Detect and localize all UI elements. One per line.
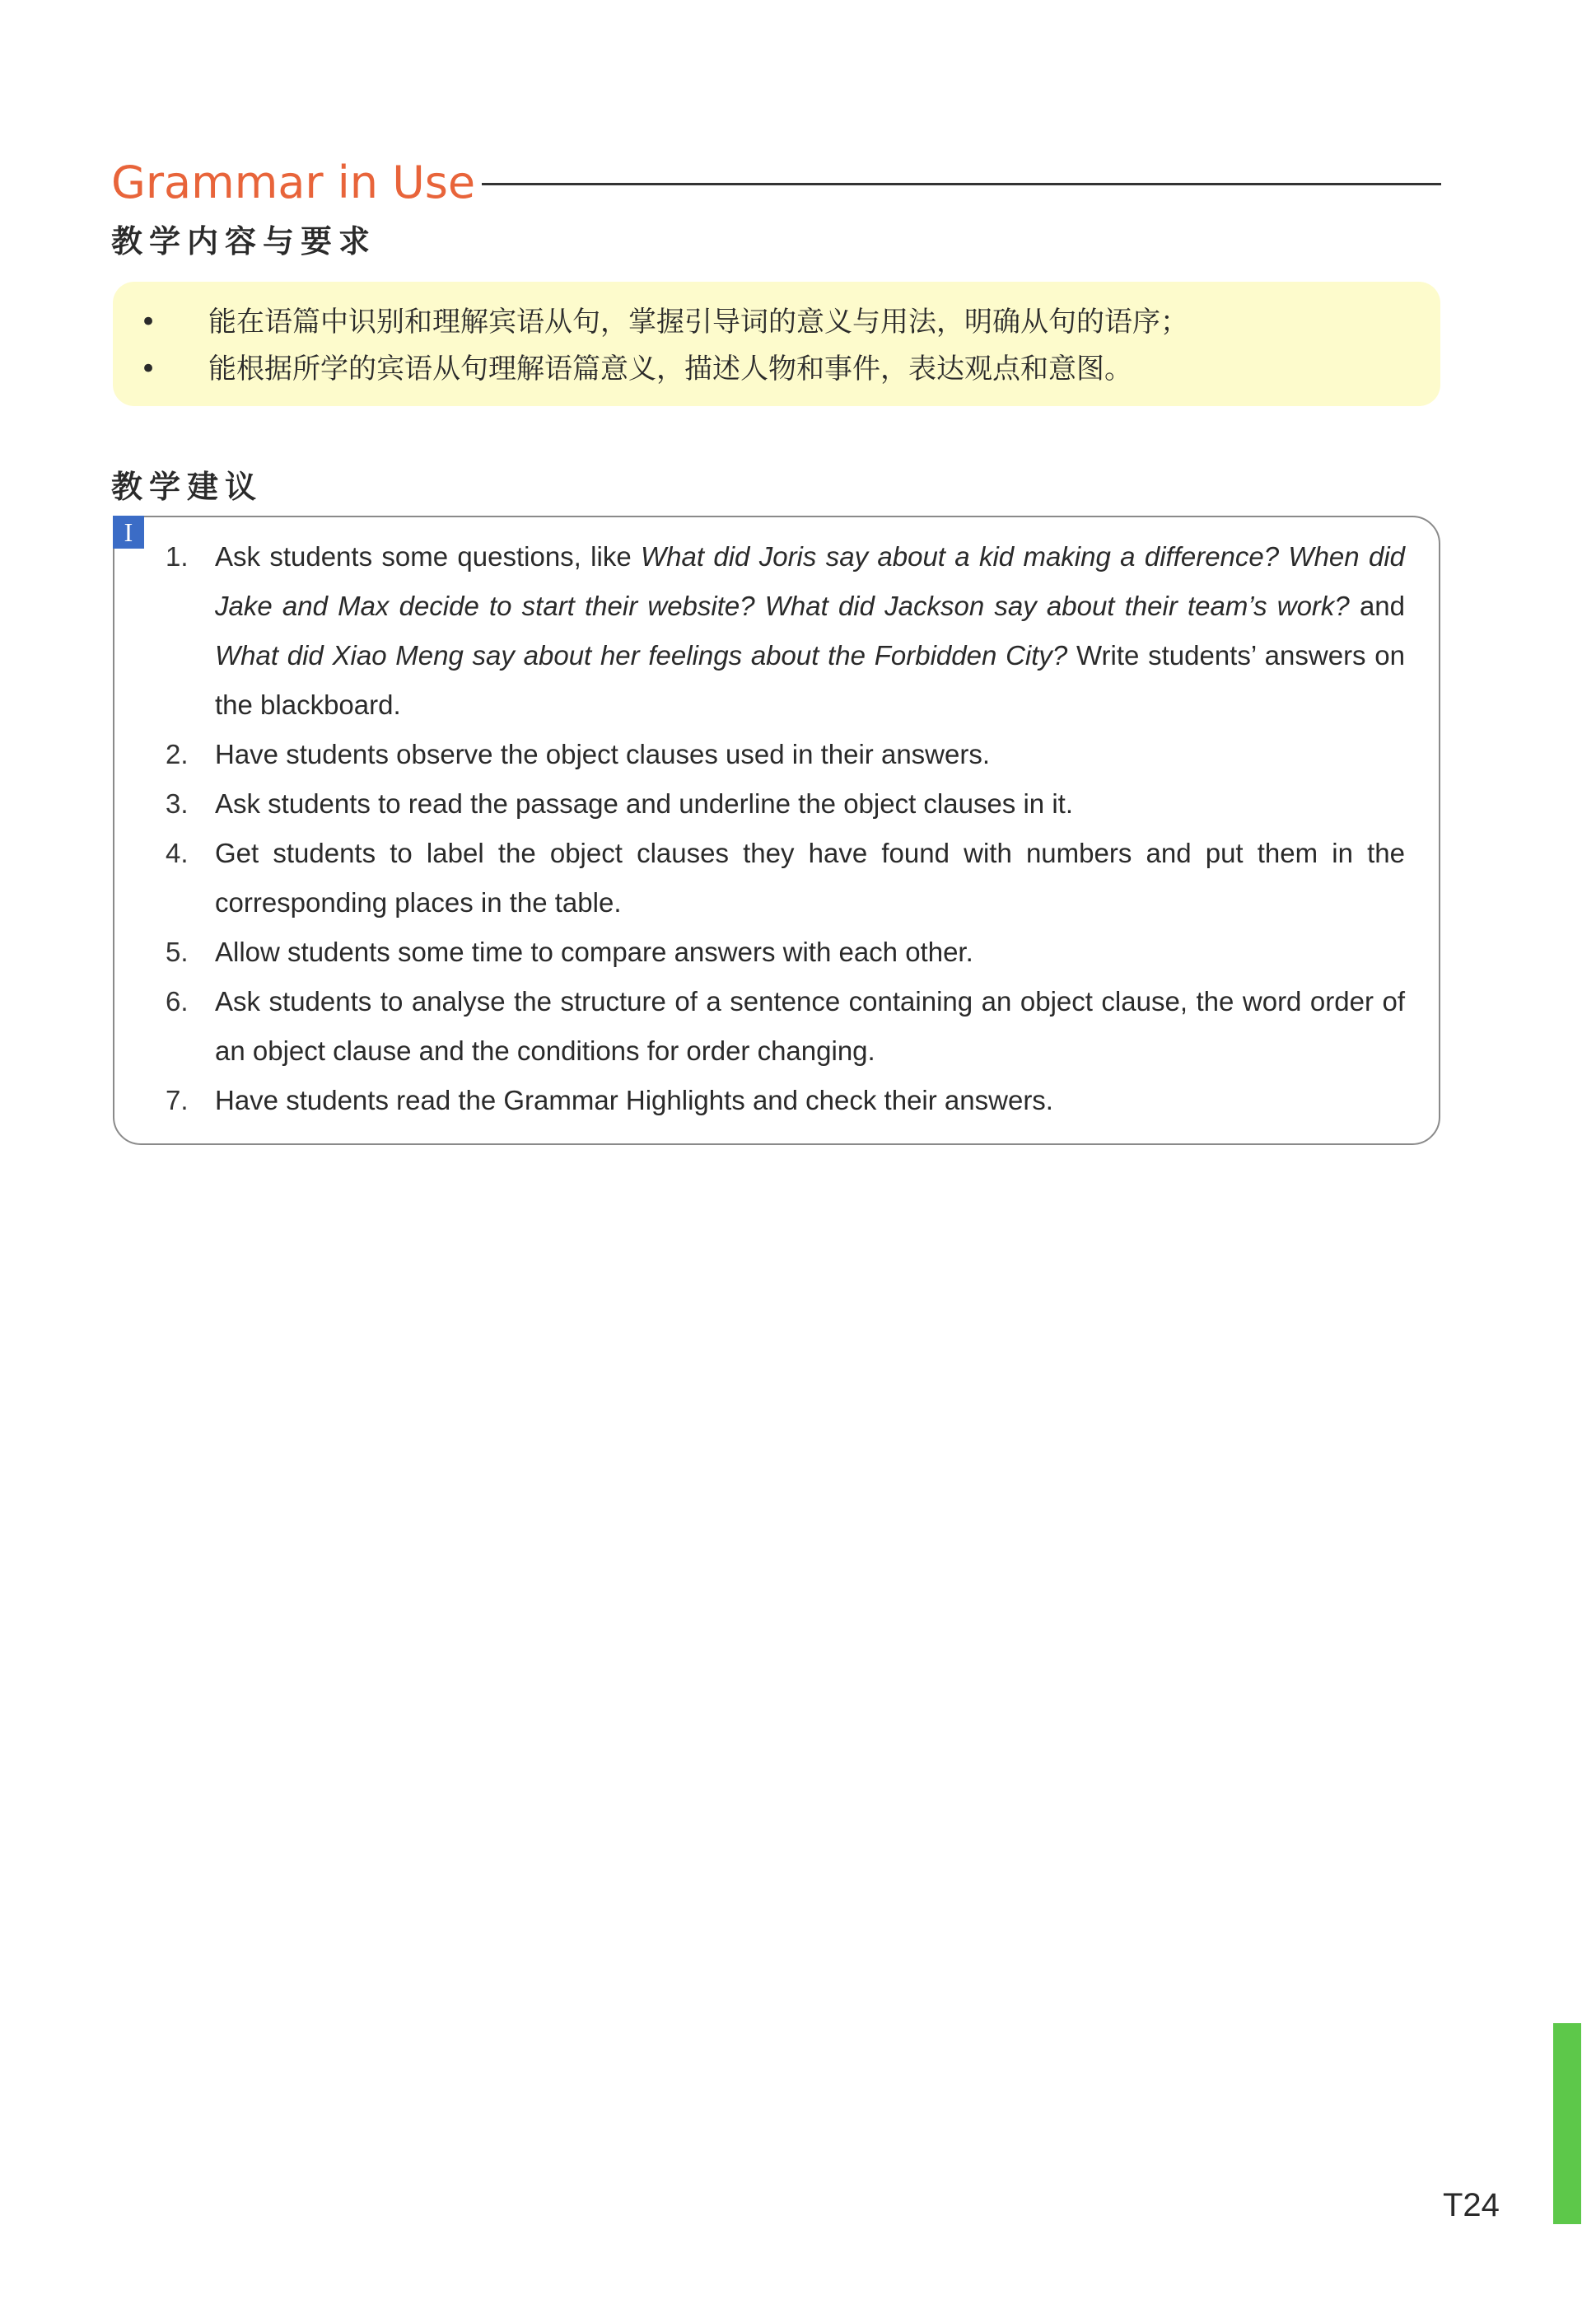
steps-list bbox=[114, 532, 1442, 1125]
step-text: Ask students to read the passage and underline the object clauses in it. bbox=[215, 788, 1073, 819]
requirements-heading: 教学内容与要求 bbox=[111, 223, 377, 259]
step-item bbox=[114, 829, 1442, 928]
bullet-icon: • bbox=[140, 306, 157, 339]
step-text: Have students observe the object clauses used in their answers. bbox=[215, 739, 991, 769]
suggestions-box bbox=[113, 516, 1440, 1145]
step-item bbox=[114, 928, 1442, 977]
step-text: Have students read the Grammar Highlights and check their answers. bbox=[215, 1085, 1053, 1115]
requirement-text: 能在语篇中识别和理解宾语从句，掌握引导词的意义与用法，明确从句的语序； bbox=[208, 306, 1188, 339]
requirement-text: 能根据所学的宾语从句理解语篇意义，描述人物和事件，表达观点和意图。 bbox=[208, 353, 1132, 386]
suggestions-heading: 教学建议 bbox=[111, 469, 264, 505]
step-number: 7. bbox=[166, 1085, 189, 1115]
section-marker-badge: I bbox=[113, 516, 144, 549]
page-number: T24 bbox=[1443, 2187, 1500, 2223]
step-item bbox=[114, 977, 1442, 1076]
step-number: 6. bbox=[166, 986, 189, 1017]
requirements-box bbox=[113, 282, 1440, 406]
step-item bbox=[114, 779, 1442, 829]
step-text: Ask students some questions, like What did Joris say about a kid making a difference? When did Jake and Max decide to start their website? What did Jackson say about their team’s work? and What did Xiao Meng say about her feelings about the Forbidden City? Write students’ answers on the blackboard. bbox=[215, 541, 1406, 720]
bullet-icon: • bbox=[140, 353, 157, 386]
step-number: 5. bbox=[166, 937, 189, 967]
step-text: Get students to label the object clauses they have found with numbers and put them in the corresponding places in the table. bbox=[215, 838, 1405, 918]
section-title: Grammar in Use bbox=[111, 157, 476, 208]
step-item bbox=[114, 532, 1442, 730]
requirement-item bbox=[113, 345, 1440, 393]
step-text: Allow students some time to compare answers with each other. bbox=[215, 937, 973, 967]
step-item bbox=[114, 730, 1442, 779]
page-edge-tab bbox=[1553, 2023, 1581, 2224]
title-rule bbox=[482, 183, 1441, 185]
step-number: 2. bbox=[166, 739, 189, 769]
step-item bbox=[114, 1076, 1442, 1125]
section-title-row bbox=[111, 150, 1441, 216]
step-number: 4. bbox=[166, 838, 189, 868]
step-number: 3. bbox=[166, 788, 189, 819]
requirement-item bbox=[113, 298, 1440, 346]
step-number: 1. bbox=[166, 541, 189, 572]
step-text: Ask students to analyse the structure of a sentence containing an object clause, the word order of an object clause and the conditions for order changing. bbox=[215, 986, 1405, 1066]
